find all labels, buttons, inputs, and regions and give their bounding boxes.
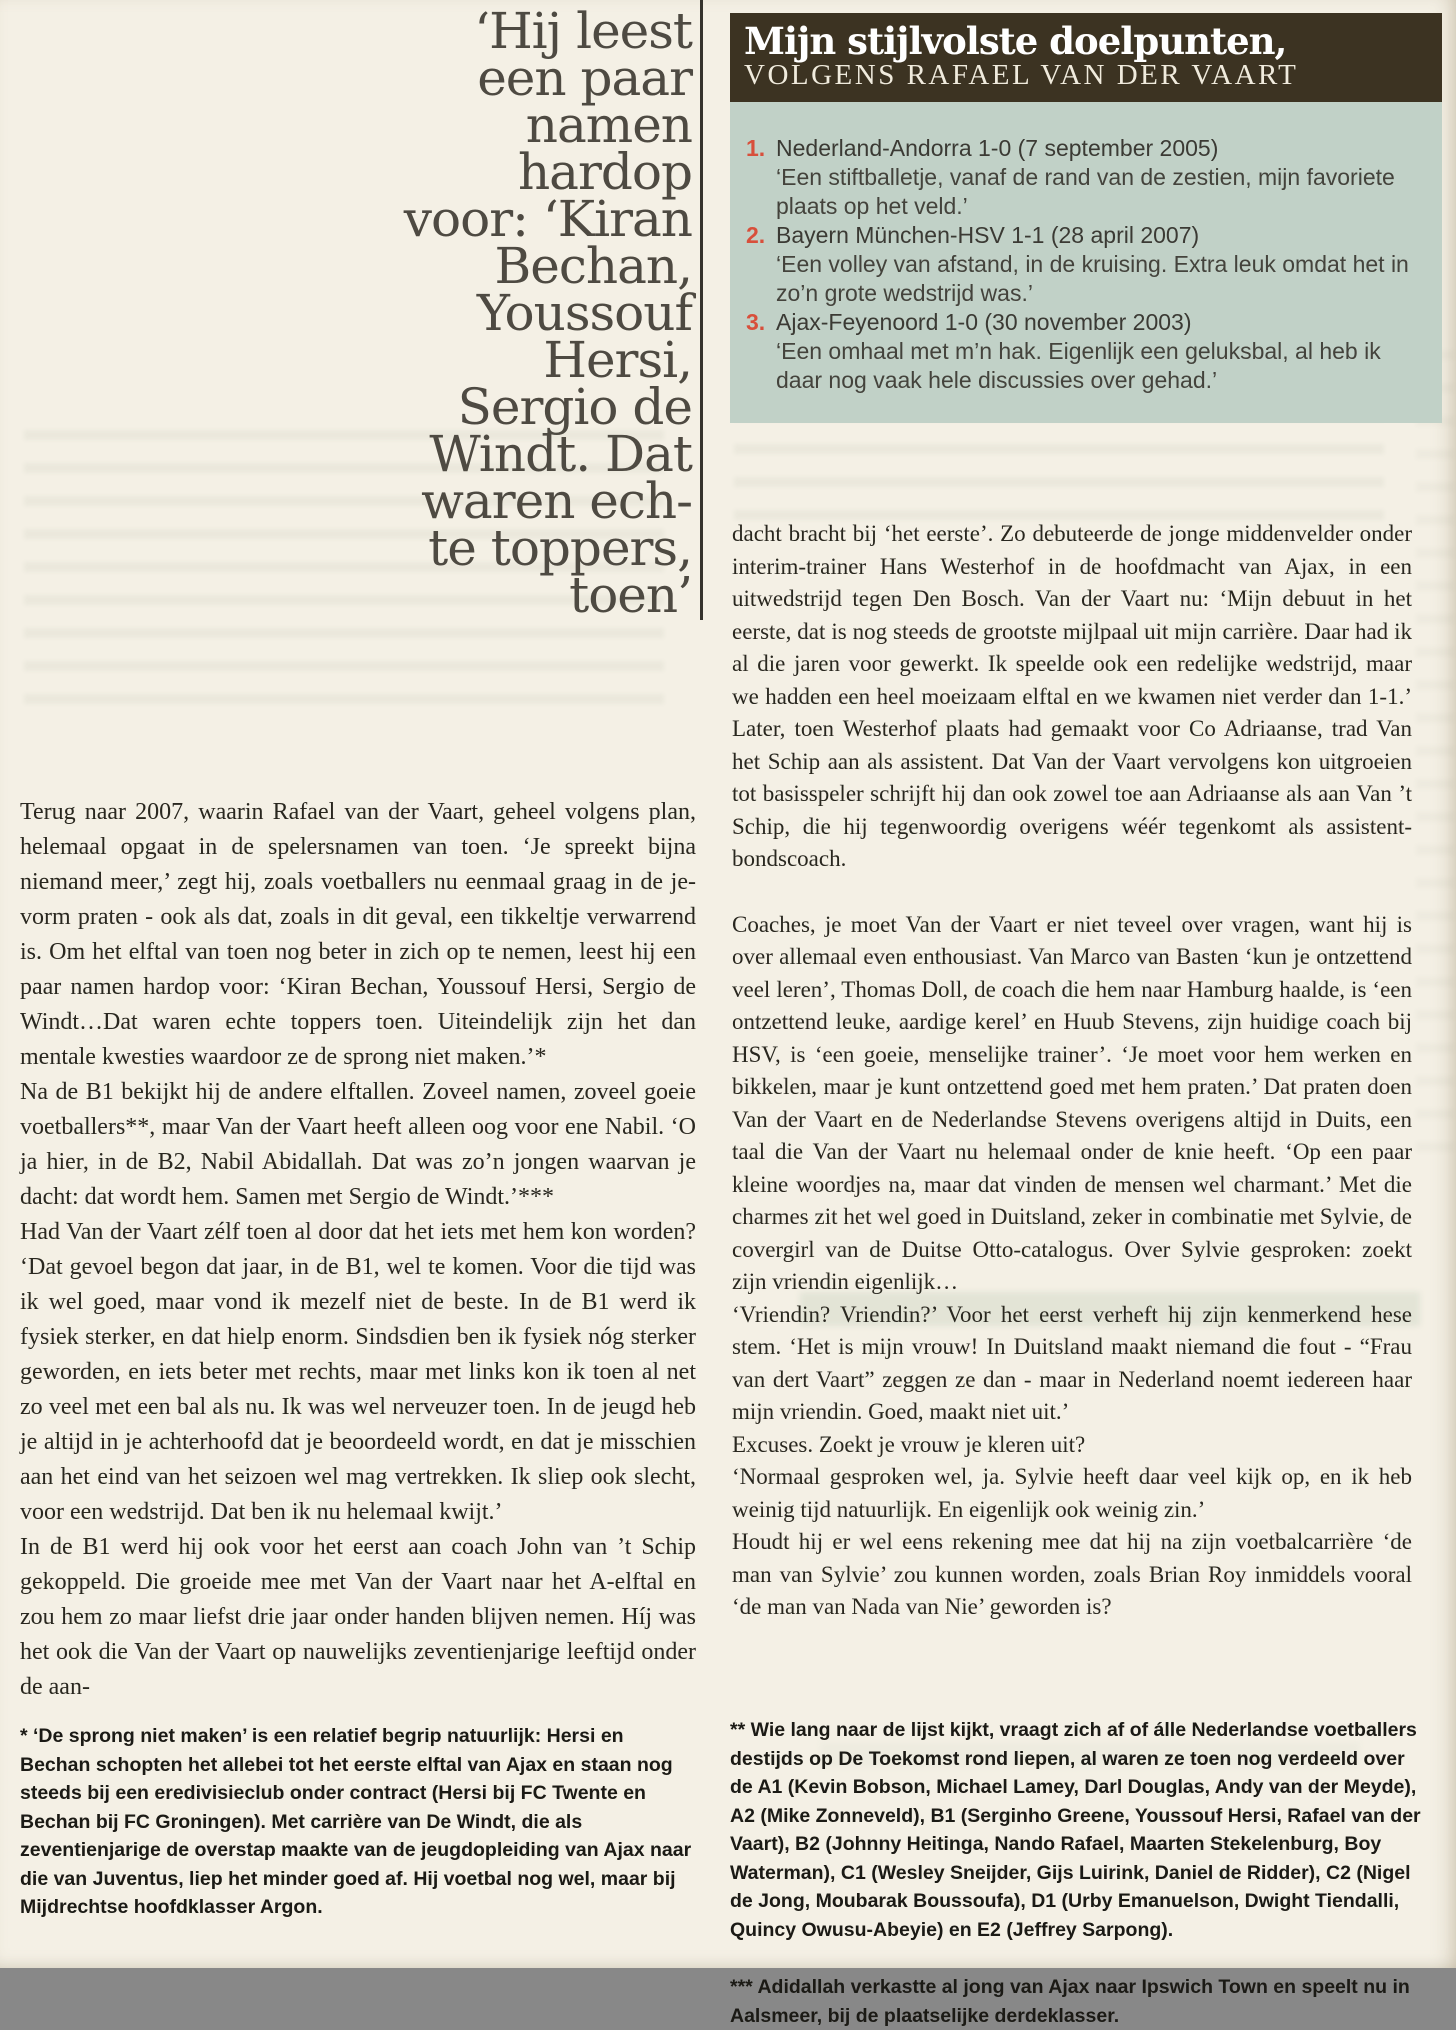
goal-number: 3. — [746, 309, 766, 335]
pull-quote — [240, 2, 692, 624]
pull-quote-line: voor: ‘Kiran — [403, 190, 692, 248]
article-paragraph: ‘Normaal gesproken wel, ja. Sylvie heeft daar veel kijk op, en ik heb weinig tijd natuurlijk. En eigenlijk ook weinig zin.’ — [732, 1464, 1412, 1522]
pull-quote-line: Windt. Dat — [429, 425, 692, 483]
goal-item — [746, 221, 1412, 308]
pull-quote-line: Hersi, — [543, 331, 692, 389]
goal-match: Bayern München-HSV 1-1 (28 april 2007) — [776, 222, 1200, 248]
pull-quote-line: ‘Hij leest — [474, 2, 692, 60]
article-paragraph: Had Van der Vaart zélf toen al door dat het iets met hem kon worden? ‘Dat gevoel begon dat jaar, in de B1, wel te komen. Voor die tijd was ik wel goed, maar vond ik mezelf niet de beste. In de B1 werd ik fysiek sterker, en dat hielp enorm. Sindsdien ben ik fysiek nóg sterker geworden, en iets beter met rechts, maar met links kon ik toen al net zo veel met een bal als nu. Ik was wel nerveuzer toen. In de jeugd heb je altijd in je achterhoofd dat je beoordeeld wordt, en dat je misschien aan het eind van het seizoen wel mag vertrekken. Ik sliep ook slecht, voor een wedstrijd. Dat ben ik nu helemaal kwijt.’ — [20, 1219, 696, 1525]
goal-box-title: Mijn stijlvolste doelpunten, — [744, 19, 1287, 63]
goal-match: Nederland-Andorra 1-0 (7 september 2005) — [776, 135, 1219, 161]
pull-quote-line: namen — [525, 96, 692, 154]
goal-item — [746, 308, 1412, 395]
footnote-text: * ‘De sprong niet maken’ is een relatief begrip natuurlijk: Hersi en Bechan schopten het allebei tot het eerste elftal van Ajax en staan nog steeds bij een eredivisieclub onder contract (Hersi bij FC Twente en Bechan bij FC Groningen). Met carrière van De Windt, die als zeventienjarige de overstap maakte van de jeugdopleiding van Ajax naar die van Juventus, liep het minder goed af. Hij voetbal nog wel, maar bij Mijdrechtse hoofdklasser Argon. — [20, 1725, 692, 1918]
goal-number: 2. — [746, 222, 766, 248]
article-paragraph: ‘Vriendin? Vriendin?’ Voor het eerst verheft hij zijn kenmerkend hese stem. ‘Het is mijn vrouw! In Duitsland maakt niemand die fout - “Frau van dert Vaart” zeggen ze dan - maar in Nederland noemt iedereen haar mijn vriendin. Goed, maakt niet uit.’ — [732, 1301, 1412, 1424]
footnote-text: *** Adidallah verkastte al jong van Ajax naar Ipswich Town en speelt nu in Aalsmeer, bij de plaatselijke derdeklasser. — [730, 1976, 1410, 2027]
goal-quote: ‘Een volley van afstand, in de kruising. Extra leuk omdat het in zo’n grote wedstrijd was.’ — [776, 251, 1409, 306]
article-paragraph: Na de B1 bekijkt hij de andere elftallen. Zoveel namen, zoveel goeie voetballers**, maar Van der Vaart heeft alleen oog voor ene Nabil. ‘O ja hier, in de B2, Nabil Abidallah. Dat was zo’n jongen waarvan je dacht: dat wordt hem. Samen met Sergio de Windt.’*** — [20, 1079, 696, 1210]
article-paragraph: Coaches, je moet Van der Vaart er niet teveel over vragen, want hij is over allemaal even enthousiast. Van Marco van Basten ‘kun je ontzettend veel leren’, Thomas Doll, de coach die hem naar Hamburg haalde, is ‘een ontzettend leuke, aardige kerel’ en Huub Stevens, zijn huidige coach bij HSV, is ‘een goeie, menselijke trainer’. ‘Je moet voor hem werken en bikkelen, maar je kunt ontzettend goed met hem praten.’ Dat praten doen Van der Vaart en de Nederlandse Stevens overigens altijd in Duits, een taal die Van der Vaart nu helemaal onder de knie heeft. ‘Op een paar kleine woordjes na, maar dat vinden de mensen wel charmant.’ Met die charmes zit het wel goed in Duitsland, zeker in combinatie met Sylvie, de covergirl van de Duitse Otto-catalogus. Over Sylvie gesproken: zoekt zijn vriendin eigenlijk… — [732, 911, 1412, 1294]
goal-box-header — [730, 13, 1442, 102]
article-paragraph: Terug naar 2007, waarin Rafael van der Vaart, geheel volgens plan, helemaal opgaat in de spelersnamen van toen. ‘Je spreekt bijna niemand meer,’ zegt hij, zoals voetballers nu eenmaal graag in de je-vorm praten - ook als dat, zoals in dit geval, een tikkeltje verwarrend is. Om het elftal van toen nog beter in zich op te nemen, leest hij een paar namen hardop voor: ‘Kiran Bechan, Youssouf Hersi, Sergio de Windt…Dat waren echte toppers toen. Uiteindelijk zijn het dan mentale kwesties waardoor ze de sprong niet maken.’* — [20, 799, 696, 1070]
article-right-column — [732, 518, 1412, 1624]
pull-quote-line: te toppers, — [428, 519, 692, 577]
pull-quote-line: toen’ — [569, 566, 692, 624]
goal-list — [730, 102, 1442, 423]
goal-quote: ‘Een stiftballetje, vanaf de rand van de zestien, mijn favoriete plaats op het veld.’ — [776, 164, 1395, 219]
article-paragraph: dacht bracht bij ‘het eerste’. Zo debuteerde de jonge middenvelder onder interim-trainer Hans Westerhof in de hoofdmacht van Ajax, in een uitwedstrijd tegen Den Bosch. Van der Vaart nu: ‘Mijn debuut in het eerste, dat is nog steeds de grootste mijlpaal uit mijn carrière. Daar had ik al die jaren voor gewerkt. Ik speelde ook een redelijke wedstrijd, maar we hadden een heel moeizaam elftal en we kwamen niet verder dan 1-1.’ Later, toen Westerhof plaats had gemaakt voor Co Adriaanse, trad Van het Schip aan als assistent. Dat Van der Vaart vervolgens kon uitgroeien tot basisspeler schrijft hij dan ook zowel toe aan Adriaanse als aan Van ’t Schip, die hij tegenwoordig overigens wéér tegenkomt als assistent-bondscoach. — [732, 521, 1412, 871]
pull-quote-line: Youssouf — [476, 284, 692, 342]
goal-box-subtitle: VOLGENS RAFAEL VAN DER VAART — [744, 59, 1299, 91]
pull-quote-line: waren ech- — [421, 472, 692, 530]
article-left-column — [20, 795, 696, 1705]
pull-quote-line: hardop — [517, 143, 692, 201]
goal-item — [746, 134, 1412, 221]
goal-number: 1. — [746, 135, 766, 161]
column-divider-rule — [700, 0, 703, 620]
pull-quote-line: een paar — [477, 49, 692, 107]
ghost-showthrough — [1416, 350, 1454, 1170]
article-paragraph: In de B1 werd hij ook voor het eerst aan coach John van ’t Schip gekoppeld. Die groeide mee met Van der Vaart naar het A-elftal en zou hem zo maar liefst drie jaar onder handen blijven nemen. Híj was het ook die Van der Vaart op nauwelijks zeventienjarige leeftijd onder de aan- — [20, 1534, 696, 1700]
pull-quote-line: Sergio de — [457, 378, 692, 436]
article-paragraph: Excuses. Zoekt je vrouw je kleren uit? — [732, 1431, 1086, 1457]
pull-quote-line: Bechan, — [494, 237, 692, 295]
article-paragraph: Houdt hij er wel eens rekening mee dat hij na zijn voetbalcarrière ‘de man van Sylvie’ zou kunnen worden, zoals Brian Roy inmiddels vooral ‘de man van Nada van Nie’ geworden is? — [732, 1529, 1412, 1619]
footnote-text: ** Wie lang naar de lijst kijkt, vraagt zich af of álle Nederlandse voetballers destijds op De Toekomst rond liepen, al waren ze toen nog verdeeld over de A1 (Kevin Bobson, Michael Lamey, Darl Douglas, Andy van der Meyde), A2 (Mike Zonneveld), B1 (Serginho Greene, Youssouf Hersi, Rafael van der Vaart), B2 (Johnny Heitinga, Nando Rafael, Maarten Stekelenburg, Boy Waterman), C1 (Wesley Sneijder, Gijs Luirink, Daniel de Ridder), C2 (Nigel de Jong, Moubarak Boussoufa), D1 (Urby Emanuelson, Dwight Tiendalli, Quincy Owusu-Abeyie) en E2 (Jeffrey Sarpong). — [730, 1719, 1421, 1941]
footnote-left — [20, 1722, 696, 1922]
goal-quote: ‘Een omhaal met m’n hak. Eigenlijk een geluksbal, al heb ik daar nog vaak hele discussies over gehad.’ — [776, 338, 1381, 393]
goal-box — [730, 13, 1442, 423]
goal-match: Ajax-Feyenoord 1-0 (30 november 2003) — [776, 309, 1192, 335]
footnote-right — [730, 1716, 1422, 2030]
